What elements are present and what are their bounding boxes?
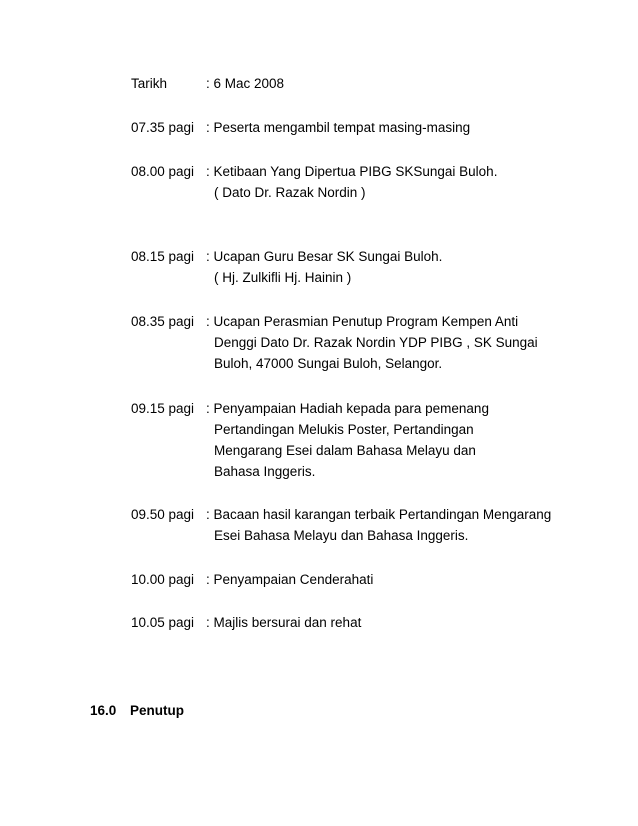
entry-line: Bahasa Inggeris. bbox=[214, 464, 316, 479]
entry-line: Mengarang Esei dalam Bahasa Melayu dan bbox=[214, 443, 476, 458]
entry-time: 08.00 pagi bbox=[131, 164, 195, 179]
entry-line: Buloh, 47000 Sungai Buloh, Selangor. bbox=[214, 356, 443, 371]
entry-description bbox=[206, 161, 606, 203]
section-number: 16.0 bbox=[90, 703, 117, 718]
entry-line: : Majlis bersurai dan rehat bbox=[206, 615, 362, 630]
entry-time: 10.00 pagi bbox=[131, 572, 195, 587]
entry-line: : Penyampaian Hadiah kepada para pemenang bbox=[206, 401, 489, 416]
entry-line: : Ucapan Guru Besar SK Sungai Buloh. bbox=[206, 249, 443, 264]
section-heading bbox=[90, 700, 184, 721]
entry-line: : Penyampaian Cenderahati bbox=[206, 572, 374, 587]
entry-line: Pertandingan Melukis Poster, Pertandingan bbox=[214, 422, 474, 437]
entry-line: ( Dato Dr. Razak Nordin ) bbox=[214, 185, 366, 200]
entry-description bbox=[206, 612, 606, 633]
entry-line: : Ucapan Perasmian Penutup Program Kempen Anti bbox=[206, 314, 519, 329]
entry-line: : Peserta mengambil tempat masing-masing bbox=[206, 120, 471, 135]
entry-time: 08.15 pagi bbox=[131, 249, 195, 264]
entry-time: 07.35 pagi bbox=[131, 120, 195, 135]
entry-time: 10.05 pagi bbox=[131, 615, 195, 630]
entry-line: : 6 Mac 2008 bbox=[206, 76, 285, 91]
entry-description bbox=[206, 117, 606, 138]
entry-description bbox=[206, 73, 606, 94]
entry-description bbox=[206, 398, 606, 482]
entry-line: : Bacaan hasil karangan terbaik Pertandingan Mengarang bbox=[206, 507, 552, 522]
section-title: Penutup bbox=[130, 703, 184, 718]
entry-time: 08.35 pagi bbox=[131, 314, 195, 329]
entry-line: ( Hj. Zulkifli Hj. Hainin ) bbox=[214, 270, 352, 285]
entry-time: 09.50 pagi bbox=[131, 507, 195, 522]
entry-line: : Ketibaan Yang Dipertua PIBG SKSungai Buloh. bbox=[206, 164, 498, 179]
entry-description bbox=[206, 246, 606, 288]
entry-time: Tarikh bbox=[131, 76, 168, 91]
entry-line: Esei Bahasa Melayu dan Bahasa Inggeris. bbox=[214, 528, 469, 543]
entry-description bbox=[206, 311, 606, 374]
entry-description bbox=[206, 504, 606, 546]
entry-time: 09.15 pagi bbox=[131, 401, 195, 416]
entry-line: Denggi Dato Dr. Razak Nordin YDP PIBG , SK Sungai bbox=[214, 335, 538, 350]
entry-description bbox=[206, 569, 606, 590]
